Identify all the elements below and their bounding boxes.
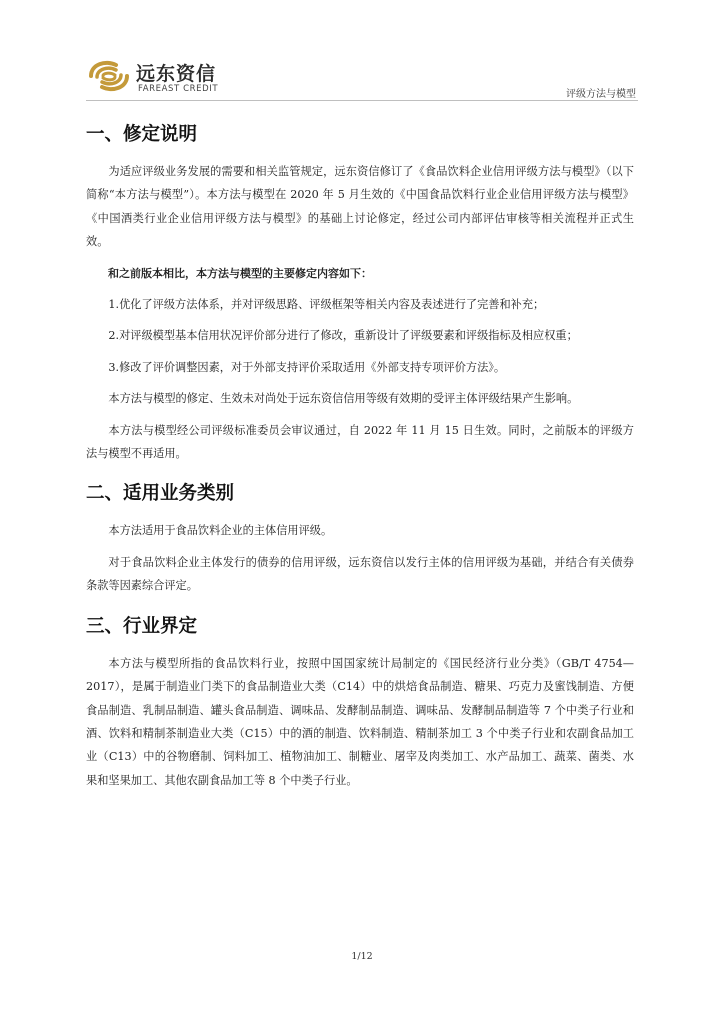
- page-header: [86, 52, 638, 102]
- document-body: [86, 118, 634, 792]
- scope-paragraph-2: 对于食品饮料企业主体发行的债券的信用评级，远东资信以发行主体的信用评级为基础，并结合有关债券条款等因素综合评定。: [86, 555, 634, 593]
- section-2-heading: 二、适用业务类别: [86, 483, 235, 505]
- industry-definition-paragraph: 本方法与模型所指的食品饮料行业，按照中国国家统计局制定的《国民经济行业分类》（GB/T 4754—2017），是属于制造业门类下的食品制造业大类（C14）中的烘焙食品制造、糖果、巧克力及蜜饯制造、方便食品制造、乳制品制造、罐头食品制造、调味品、发酵制品制造、调味品、发酵制品制造等 7 个中类子行业和酒、饮料和精制茶制造业大类（C15）中的酒的制造、饮料制造、精制茶加工 3 个中类子行业和农副食品加工业（C13）中的谷物磨制、饲料加工、植物油加工、制糖业、屠宰及肉类加工、水产品加工、蔬菜、菌类、水果和坚果加工、其他农副食品加工等 8 个中类子行业。: [86, 656, 634, 787]
- document-type-label: 评级方法与模型: [566, 89, 636, 100]
- revision-item-2: 2.对评级模型基本信用状况评价部分进行了修改，重新设计了评级要素和评级指标及相应权重；: [108, 329, 578, 343]
- effective-date-paragraph: 本方法与模型经公司评级标准委员会审议通过，自 2022 年 11 月 15 日生效。同时，之前版本的评级方法与模型不再适用。: [86, 423, 634, 461]
- brand-name-en: FAREAST CREDIT: [138, 84, 219, 94]
- revision-item-1: 1.优化了评级方法体系，并对评级思路、评级框架等相关内容及表述进行了完善和补充；: [108, 298, 545, 312]
- section-1-heading: 一、修定说明: [86, 124, 198, 145]
- revision-impact-paragraph: 本方法与模型的修定、生效未对尚处于远东资信信用等级有效期的受评主体评级结果产生影响。: [108, 392, 579, 406]
- page-number: 1/12: [351, 951, 373, 962]
- fareast-credit-logo: [86, 56, 132, 96]
- revision-summary-lead: 和之前版本相比，本方法与模型的主要修定内容如下：: [108, 266, 372, 280]
- revision-intro-paragraph: 为适应评级业务发展的需要和相关监管规定，远东资信修订了《食品饮料企业信用评级方法与模型》（以下简称“本方法与模型”）。本方法与模型在 2020 年 5 月生效的《中国食品饮料行业企业信用评级方法与模型》《中国酒类行业企业信用评级方法与模型》的基础上讨论修定，经过公司内部评估审核等相关流程并正式生效。: [86, 165, 634, 249]
- header-divider: [86, 100, 638, 101]
- scope-paragraph-1: 本方法适用于食品饮料企业的主体信用评级。: [108, 524, 333, 538]
- brand-name-cn: 远东资信: [136, 63, 217, 85]
- revision-item-3: 3.修改了评价调整因素，对于外部支持评价采取适用《外部支持专项评价方法》。: [108, 360, 506, 374]
- section-3-heading: 三、行业界定: [86, 615, 198, 637]
